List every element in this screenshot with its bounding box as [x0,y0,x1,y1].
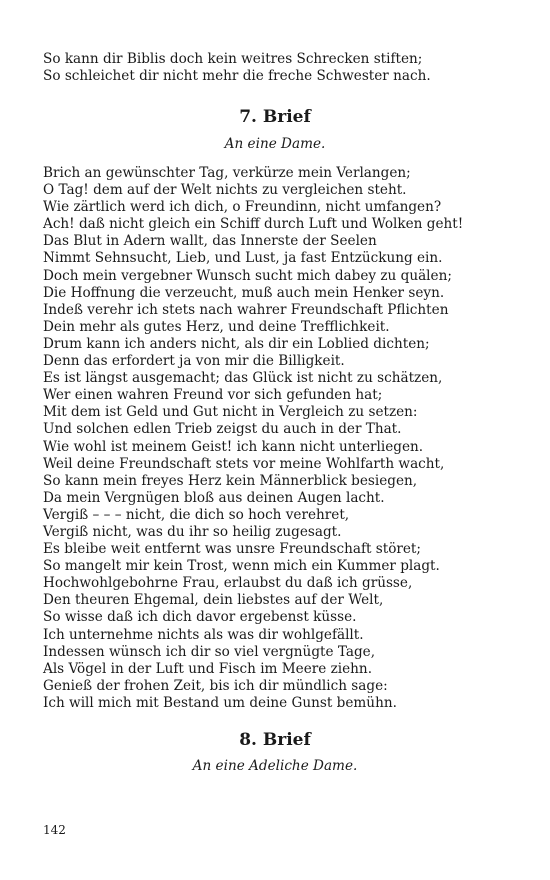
verse-line: Das Blut in Adern wallt, das Innerste der Seelen [43,233,377,250]
verse-line: Und solchen edlen Trieb zeigst du auch in der That. [43,421,402,438]
verse-line: Genieß der frohen Zeit, bis ich dir mündlich sage: [43,677,388,694]
verse-line: Als Vögel in der Luft und Fisch im Meere ziehn. [43,660,373,677]
verse-line: Ach! daß nicht gleich ein Schiff durch Luft und Wolken geht! [43,216,464,233]
verse-line: Indessen wünsch ich dir so viel vergnügte Tage, [43,643,376,660]
verse-line: Da mein Vergnügen bloß aus deinen Augen lacht. [43,489,385,506]
verse-line: Ich unternehme nichts als was dir wohlgefällt. [43,626,364,643]
verse-line: Ich will mich mit Bestand um deine Gunst bemühn. [43,694,397,711]
letter-8-subheading: An eine Adeliche Dame. [192,758,358,774]
letter-8-heading: 8. Brief [239,730,311,750]
verse-line: So mangelt mir kein Trost, wenn mich ein Kummer plagt. [43,558,440,575]
verse-line: O Tag! dem auf der Welt nichts zu vergleichen steht. [43,182,407,199]
verse-line: Vergiß nicht, was du ihr so heilig zugesagt. [43,523,342,540]
verse-line: Mit dem ist Geld und Gut nicht in Vergleich zu setzen: [43,404,418,421]
verse-line: So kann mein freyes Herz kein Männerblick besiegen, [43,472,418,489]
verse-line: Wie zärtlich werd ich dich, o Freundinn, nicht umfangen? [43,199,442,216]
letter-7-subheading: An eine Dame. [224,136,326,152]
verse-line: Wie wohl ist meinem Geist! ich kann nicht unterliegen. [43,438,424,455]
page-number: 142 [43,823,66,837]
verse-line: So wisse daß ich dich davor ergebenst küsse. [43,609,357,626]
verse-line: Den theuren Ehgemal, dein liebstes auf der Welt, [43,592,384,609]
verse-line: Es bleibe weit entfernt was unsre Freundschaft störet; [43,541,421,558]
verse-line: Indeß verehr ich stets nach wahrer Freundschaft Pflichten [43,301,449,318]
verse-line: Wer einen wahren Freund vor sich gefunden hat; [43,387,383,404]
verse-line: Es ist längst ausgemacht; das Glück ist nicht zu schätzen, [43,370,443,387]
opening-verse [43,51,523,85]
letter-7-heading: 7. Brief [239,107,311,127]
verse-line: Dein mehr als gutes Herz, und deine Trefflichkeit. [43,318,390,335]
verse-line: Drum kann ich anders nicht, als dir ein Loblied dichten; [43,335,430,352]
verse-line: Nimmt Sehnsucht, Lieb, und Lust, ja fast Entzückung ein. [43,250,443,267]
verse-line: So kann dir Biblis doch kein weitres Schrecken stiften; [43,51,423,67]
verse-line: Vergiß – – – nicht, die dich so hoch verehret, [43,506,350,523]
verse-line: So schleichet dir nicht mehr die freche Schwester nach. [43,68,431,85]
letter-7-poem [43,165,523,712]
verse-line: Die Hoffnung die verzeucht, muß auch mein Henker seyn. [43,284,445,301]
verse-line: Brich an gewünschter Tag, verkürze mein Verlangen; [43,165,411,181]
verse-line: Weil deine Freundschaft stets vor meine Wohlfarth wacht, [43,455,445,472]
verse-line: Hochwohlgebohrne Frau, erlaubst du daß ich grüsse, [43,575,413,592]
verse-line: Doch mein vergebner Wunsch sucht mich dabey zu quälen; [43,267,452,284]
verse-line: Denn das erfordert ja von mir die Billigkeit. [43,353,345,370]
